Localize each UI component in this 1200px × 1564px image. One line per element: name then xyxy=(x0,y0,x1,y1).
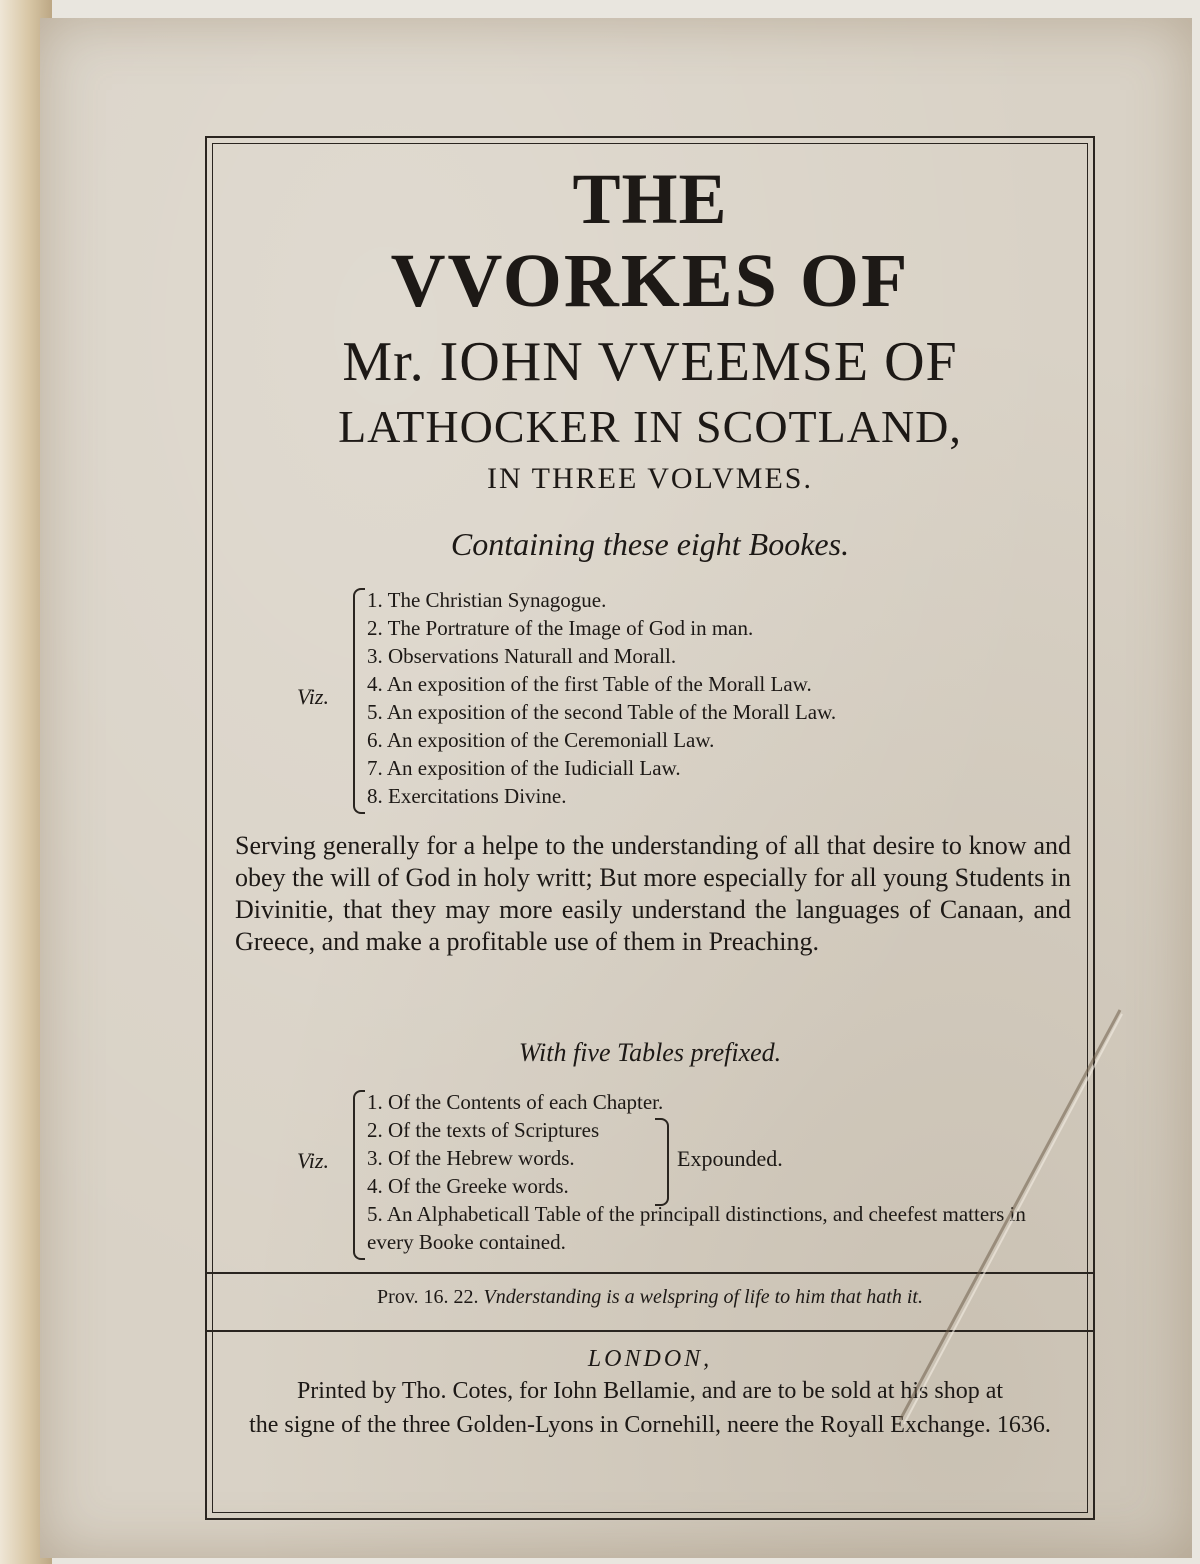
book-item: 6. An exposition of the Ceremoniall Law. xyxy=(367,728,715,752)
book-item: 5. An exposition of the second Table of the Morall Law. xyxy=(367,700,837,724)
book-item: 7. An exposition of the Iudiciall Law. xyxy=(367,756,681,780)
motto-text: Vnderstanding is a welspring of life to him that hath it. xyxy=(483,1286,923,1308)
tables-list xyxy=(367,1088,1067,1256)
expounded-label: Expounded. xyxy=(677,1146,783,1171)
rule-below-motto xyxy=(207,1330,1093,1332)
table-item: 1. Of the Contents of each Chapter. xyxy=(367,1090,664,1114)
book-item: 3. Observations Naturall and Morall. xyxy=(367,644,677,668)
viz-label-books: Viz. xyxy=(297,684,329,709)
table-item: 2. Of the texts of Scriptures xyxy=(367,1118,600,1142)
books-brace xyxy=(353,588,365,814)
book-item: 4. An exposition of the first Table of the Morall Law. xyxy=(367,672,812,696)
table-item: 4. Of the Greeke words. xyxy=(367,1174,569,1198)
title-line-5: IN THREE VOLVMES. xyxy=(487,462,813,495)
table-item: 5. An Alphabeticall Table of the principall distinctions, and cheefest matters in every Booke contained. xyxy=(367,1202,1026,1254)
imprint-city: LONDON, xyxy=(587,1346,713,1372)
title-line-1: THE xyxy=(572,159,728,239)
book-item: 2. The Portrature of the Image of God in man. xyxy=(367,616,754,640)
serving-paragraph: Serving generally for a helpe to the understanding of all that desire to know and obey the will of God in holy writt; But more especially for all young Students in Divinitie, that they may more easily understand the languages of Canaan, and Greece, and make a profitable use of them in Preaching. xyxy=(235,831,1071,956)
tables-heading: With five Tables prefixed. xyxy=(518,1038,782,1067)
containing-heading: Containing these eight Bookes. xyxy=(450,526,850,562)
table-item: 3. Of the Hebrew words. xyxy=(367,1146,575,1170)
imprint-line-1: Printed by Tho. Cotes, for Iohn Bellamie, and are to be sold at his shop at xyxy=(296,1378,1004,1404)
title-page xyxy=(40,18,1192,1558)
book-item: 8. Exercitations Divine. xyxy=(367,784,567,808)
title-line-3: Mr. IOHN VVEEMSE OF xyxy=(342,331,958,393)
rule-above-motto xyxy=(207,1272,1093,1274)
book-item: 1. The Christian Synagogue. xyxy=(367,588,607,612)
title-line-4: LATHOCKER IN SCOTLAND, xyxy=(338,401,962,452)
imprint-line-2: the signe of the three Golden-Lyons in Cornehill, neere the Royall Exchange. 1636. xyxy=(249,1412,1051,1438)
motto xyxy=(207,1286,1093,1309)
ruled-border xyxy=(205,136,1095,1520)
expounded-brace xyxy=(655,1118,669,1206)
motto-reference: Prov. 16. 22. xyxy=(377,1286,479,1308)
title-line-2: VVORKES OF xyxy=(390,239,910,323)
viz-label-tables: Viz. xyxy=(297,1148,329,1173)
books-list xyxy=(367,586,836,810)
tables-brace xyxy=(353,1090,365,1260)
